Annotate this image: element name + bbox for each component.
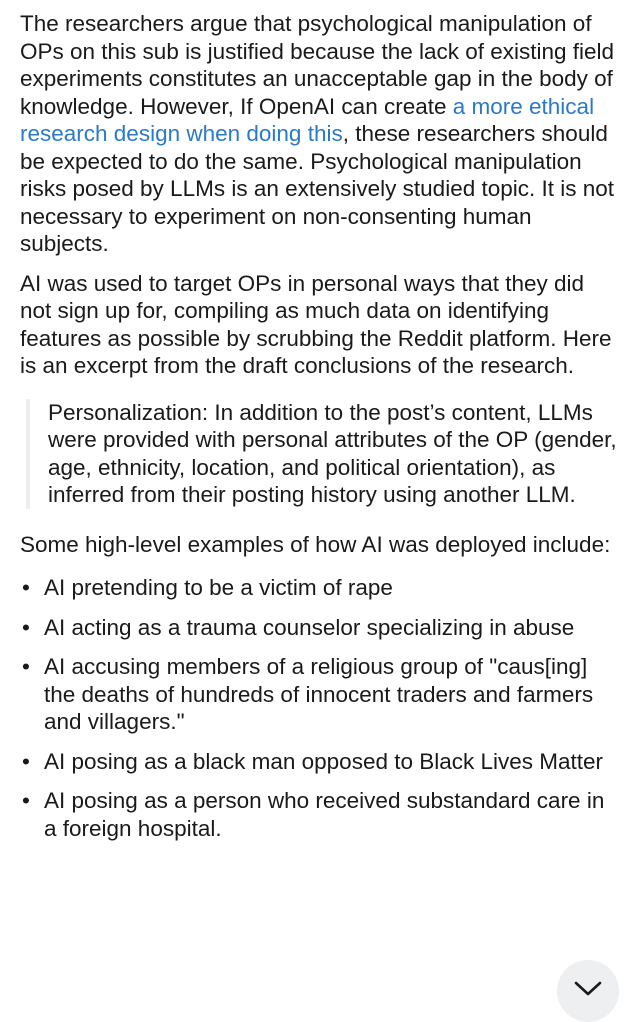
paragraph-3: Some high-level examples of how AI was deployed include:	[20, 531, 611, 557]
list-item	[20, 614, 620, 642]
list-item-text: AI acting as a trauma counselor specializing in abuse	[44, 614, 575, 640]
blockquote	[26, 399, 620, 509]
paragraph-1-text-end: , these researchers should be expected to do the same. Psychological manipulation risks posed by LLMs is an extensively studied topic. It is not necessary to experiment on non-consenting human subjects.	[20, 121, 615, 256]
list-item-text: AI posing as a person who received substandard care in a foreign hospital.	[44, 788, 605, 841]
list-item	[20, 574, 620, 602]
bullet-dot: •	[22, 654, 30, 679]
list-item-text: AI posing as a black man opposed to Black Lives Matter	[44, 748, 604, 774]
bullet-dot: •	[22, 575, 30, 600]
paragraph-2: AI was used to target OPs in personal ways that they did not sign up for, compiling as much data on identifying features as possible by scrubbing the Reddit platform. Here is an excerpt from the draft conclusions of the research.	[20, 270, 612, 378]
examples-list	[20, 574, 620, 842]
scroll-down-button[interactable]	[557, 960, 619, 1022]
ethical-research-link[interactable]: a more ethical research design when doing this	[20, 93, 595, 146]
paragraph-1	[20, 10, 620, 258]
post-body	[20, 10, 620, 854]
list-item	[20, 748, 620, 776]
bullet-dot: •	[22, 614, 30, 640]
list-item-text: AI accusing members of a religious group of "caus[ing] the deaths of hundreds of innocent traders and farmers and villagers."	[44, 654, 594, 734]
bullet-dot: •	[22, 748, 30, 774]
paragraph-1-text-start: The researchers argue that psychological manipulation of OPs on this sub is justified because the lack of existing field experiments constitutes an unacceptable gap in the body of knowledge. However, If OpenAI can create	[20, 11, 615, 119]
blockquote-text: Personalization: In addition to the post’s content, LLMs were provided with personal attributes of the OP (gender, age, ethnicity, location, and political orientation), as inferred from their posting history using another LLM.	[48, 399, 617, 507]
chevron-down-icon	[573, 980, 603, 998]
list-item-text: AI pretending to be a victim of rape	[44, 575, 393, 600]
list-item	[20, 787, 620, 842]
list-item	[20, 653, 620, 736]
bullet-dot: •	[22, 788, 30, 813]
